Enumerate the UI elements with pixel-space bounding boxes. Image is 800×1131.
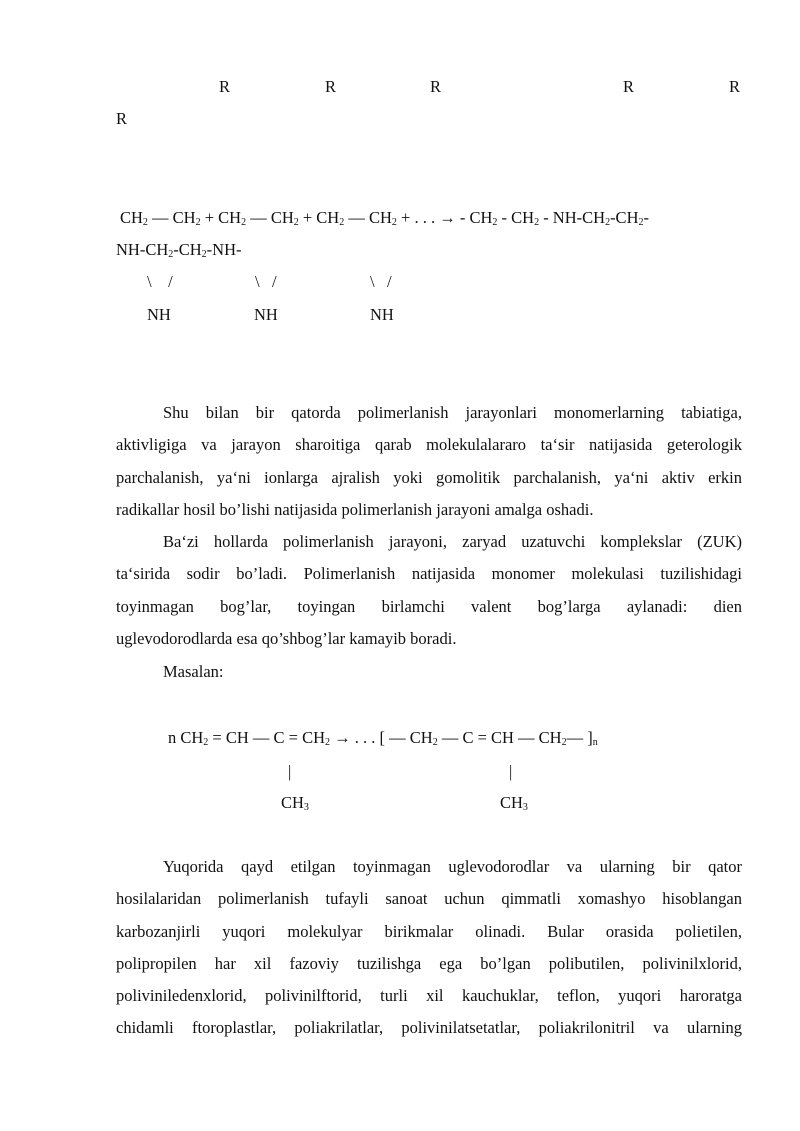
paragraph-2-line: ta‘sirida sodir bo’ladi. Polimerlanish natijasida monomer molekulasi tuzilishidagi <box>116 564 742 584</box>
reaction-equation-line-2: $NH-CH_2-CH_2-NH-$ <box>116 240 242 260</box>
ring-bond-1: \ / <box>147 272 173 291</box>
paragraph-1 <box>116 397 742 526</box>
r-label-4: R <box>623 77 635 96</box>
paragraph-3 <box>116 851 742 1045</box>
paragraph-3-line: hosilalaridan polimerlanish tufayli sanoat uchun qimmatli xomashyo hisoblangan <box>116 889 742 909</box>
paragraph-3-line: chidamli ftoroplastlar, poliakrilatlar, polivinilatsetatlar, poliakrilonitril va ularning <box>116 1018 742 1038</box>
paragraph-2-line: Ba‘zi hollarda polimerlanish jarayoni, zaryad uzatuvchi komplekslar (ZUK) <box>163 532 742 551</box>
paragraph-3-line: poliviniledenxlorid, polivinilftorid, turli xil kauchuklar, teflon, yuqori haroratga <box>116 986 742 1006</box>
r-label-wrap: R <box>116 109 128 128</box>
methyl-group-1: $CH_3$ <box>281 793 309 813</box>
paragraph-3-line: karbozanjirli yuqori molekulyar birikmalar olinadi. Bular orasida polietilen, <box>116 921 742 941</box>
paragraph-2-line: uglevodorodlarda esa qo’shbog’lar kamayib boradi. <box>116 628 457 648</box>
example-label: Masalan: <box>163 662 224 681</box>
paragraph-3-line: polipropilen har xil fazoviy tuzilishga ega bo’lgan polibutilen, polivinilxlorid, <box>116 953 742 973</box>
r-label-1: R <box>219 77 231 96</box>
nh-label-2: NH <box>254 305 278 324</box>
paragraph-1-line: Shu bilan bir qatorda polimerlanish jarayonlari monomerlarning tabiatiga, <box>163 403 742 422</box>
paragraph-1-line: radikallar hosil bo’lishi natijasida polimerlanish jarayoni amalga oshadi. <box>116 499 594 519</box>
paragraph-3-line: Yuqorida qayd etilgan toyinmagan uglevodorodlar va ularning bir qator <box>163 857 742 876</box>
r-label-5: R <box>729 77 741 96</box>
polymerization-equation: n $CH_2$ = CH — $C = CH_2$ → . . . [ — $CH_2$ — C = CH — $CH_2—$ ]$_n$ <box>168 728 598 748</box>
nh-label-3: NH <box>370 305 394 324</box>
paragraph-2 <box>116 526 742 655</box>
branch-bond-2: | <box>509 762 513 781</box>
r-label-2: R <box>325 77 337 96</box>
paragraph-2-line: toyinmagan bog’lar, toyingan birlamchi valent bog’larga aylanadi: dien <box>116 596 742 616</box>
ring-bond-3: \ / <box>370 272 392 291</box>
paragraph-1-line: aktivligiga va jarayon sharoitiga qarab molekulalararo ta‘sir natijasida geterologik <box>116 435 742 455</box>
r-label-3: R <box>430 77 442 96</box>
methyl-group-2: $CH_3$ <box>500 793 528 813</box>
nh-label-1: NH <box>147 305 171 324</box>
paragraph-1-line: parchalanish, ya‘ni ionlarga ajralish yoki gomolitik parchalanish, ya‘ni aktiv erkin <box>116 467 742 487</box>
branch-bond-1: | <box>288 762 292 781</box>
reaction-equation-line-1: $CH_2$ — $CH_2 + CH_2$ — $CH_2 + CH_2$ — $CH_2$ + . . . → - $CH_2 - CH_2 - NH-CH_2-CH_2-$ <box>120 208 649 228</box>
ring-bond-2: \ / <box>255 272 277 291</box>
